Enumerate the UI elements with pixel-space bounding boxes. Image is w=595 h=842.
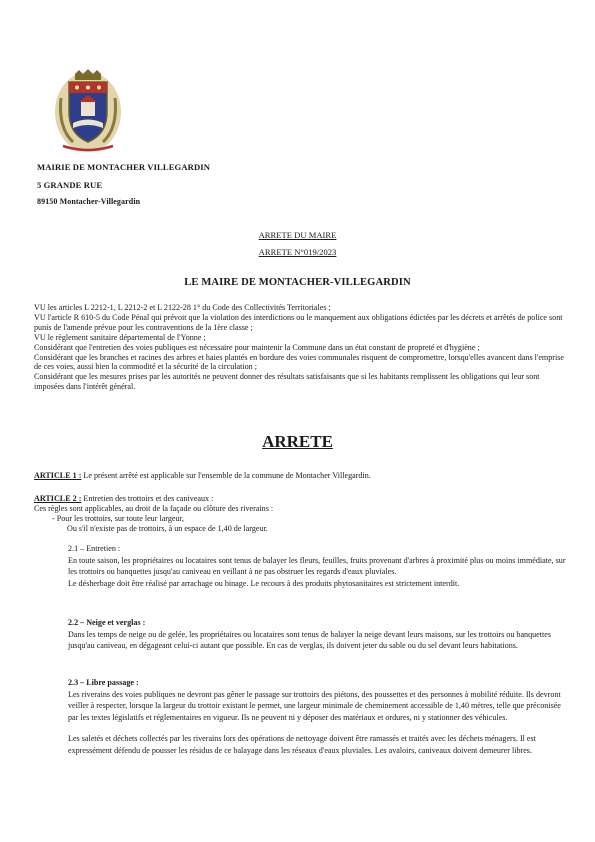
section-2-1-paragraph-2: Le désherbage doit être réalisé par arrachage ou binage. Le recours à des produits phytosanitaires est strictement interdit. bbox=[68, 578, 460, 588]
article-2-label: ARTICLE 2 : bbox=[34, 494, 82, 503]
le-maire-title: LE MAIRE DE MONTACHER-VILLEGARDIN bbox=[184, 277, 411, 288]
section-2-3-title: 2.3 – Libre passage : bbox=[68, 678, 139, 687]
considerants-block bbox=[34, 303, 564, 392]
vu-line: VU les articles L 2212-1, L 2212-2 et L 2122-28 1° du Code des Collectivités Territoriales ; bbox=[34, 303, 331, 312]
section-2-1 bbox=[68, 543, 566, 589]
coat-of-arms-icon bbox=[53, 68, 123, 154]
considerant-line: Considérant que l'entretien des voies publiques est nécessaire pour maintenir la Commune dans un état constant de propreté et d'hygiène ; bbox=[34, 342, 480, 352]
article-1-text: Le présent arrêté est applicable sur l'ensemble de la commune de Montacher Villegardin. bbox=[81, 471, 371, 480]
section-2-2-paragraph: Dans les temps de neige ou de gelée, les propriétaires ou locataires sont tenus de balayer la neige devant leurs maisons, sur les trottoirs ou banquettes jusqu'au caniveau, en dégageant celui-ci autant que possible. En cas de verglas, ils doivent jeter du sable ou du sel devant leurs habitations. bbox=[68, 629, 552, 651]
article-2-bullet: - Pour les trottoirs, sur toute leur largeur, bbox=[52, 514, 184, 523]
section-2-1-paragraph: En toute saison, les propriétaires ou locataires sont tenus de balayer les fleurs, feuilles, fruits provenant d'arbres à proximité plus ou moins immédiate, sur les trottoirs ou banquettes jusqu'au caniveau en veillant à ne pas obstruer les regards d'eaux pluviales. bbox=[68, 555, 566, 577]
section-2-2-title: 2.2 – Neige et verglas : bbox=[68, 618, 146, 627]
considerant-line: Considérant que les branches et racines des arbres et haies plantés en bordure des voies communales risquent de compromettre, lorsqu'elles avancent dans l'emprise de ces voies, aussi bien la commodité et la sécurité de la circulation ; bbox=[34, 352, 564, 372]
section-2-1-title: 2.1 – Entretien : bbox=[68, 544, 121, 553]
article-1 bbox=[34, 471, 564, 481]
considerant-line: Considérant que les mesures prises par les autorités ne peuvent donner des résultats satisfaisants que si les habitants remplissent les obligations qui leur sont imposées dans l'intérêt général. bbox=[34, 372, 540, 392]
vu-line: VU le règlement sanitaire départemental de l'Yonne ; bbox=[34, 332, 206, 342]
section-2-3-paragraph: Les riverains des voies publiques ne devront pas gêner le passage sur trottoirs des piétons, des poussettes et des personnes à mobilité réduite. Ils devront veiller à respecter, lorsque la largeur du trottoir existant le permet, une largeur minimale de cheminement accessible de 1,40 mètres, telle que préconisée par les textes législatifs et réglementaires en vigueur. Ils ne peuvent ni y déposer des matériaux et ordures, ni y stationner des véhicules. bbox=[68, 689, 561, 722]
article-2 bbox=[34, 494, 564, 534]
article-2-bullet-2: Ou s'il n'existe pas de trottoirs, à un espace de 1,40 de largeur. bbox=[67, 524, 268, 533]
arrete-du-maire-title: ARRETE DU MAIRE bbox=[258, 230, 337, 240]
arrete-heading: ARRETE bbox=[262, 432, 333, 451]
article-1-label: ARTICLE 1 : bbox=[34, 471, 82, 480]
section-2-2 bbox=[68, 617, 566, 652]
article-2-title: Entretien des trottoirs et des caniveaux : bbox=[81, 494, 214, 503]
arrete-number: ARRETE N°019/2023 bbox=[258, 247, 337, 257]
mairie-street: 5 GRANDE RUE bbox=[37, 180, 103, 190]
mairie-name: MAIRIE DE MONTACHER VILLEGARDIN bbox=[37, 162, 211, 172]
section-2-3 bbox=[68, 677, 566, 757]
article-2-intro: Ces règles sont applicables, au droit de la façade ou clôture des riverains : bbox=[34, 504, 274, 513]
mairie-city: 89150 Montacher-Villegardin bbox=[37, 197, 141, 206]
section-2-3-paragraph-2: Les saletés et déchets collectés par les riverains lors des opérations de nettoyage doivent être ramassés et traités avec les déchets ménagers. Il est expressément défendu de pousser les résidus de ce balayage dans les réseaux d'eaux pluviales. Les avaloirs, caniveaux doivent demeurer libres. bbox=[68, 734, 536, 755]
vu-line: VU l'article R 610-5 du Code Pénal qui prévoit que la violation des interdictions ou le manquement aux obligations édictées par les décrets et arrêtés de police sont punis de l'amende prévue pour les contraventions de la 1ère classe ; bbox=[34, 312, 563, 332]
